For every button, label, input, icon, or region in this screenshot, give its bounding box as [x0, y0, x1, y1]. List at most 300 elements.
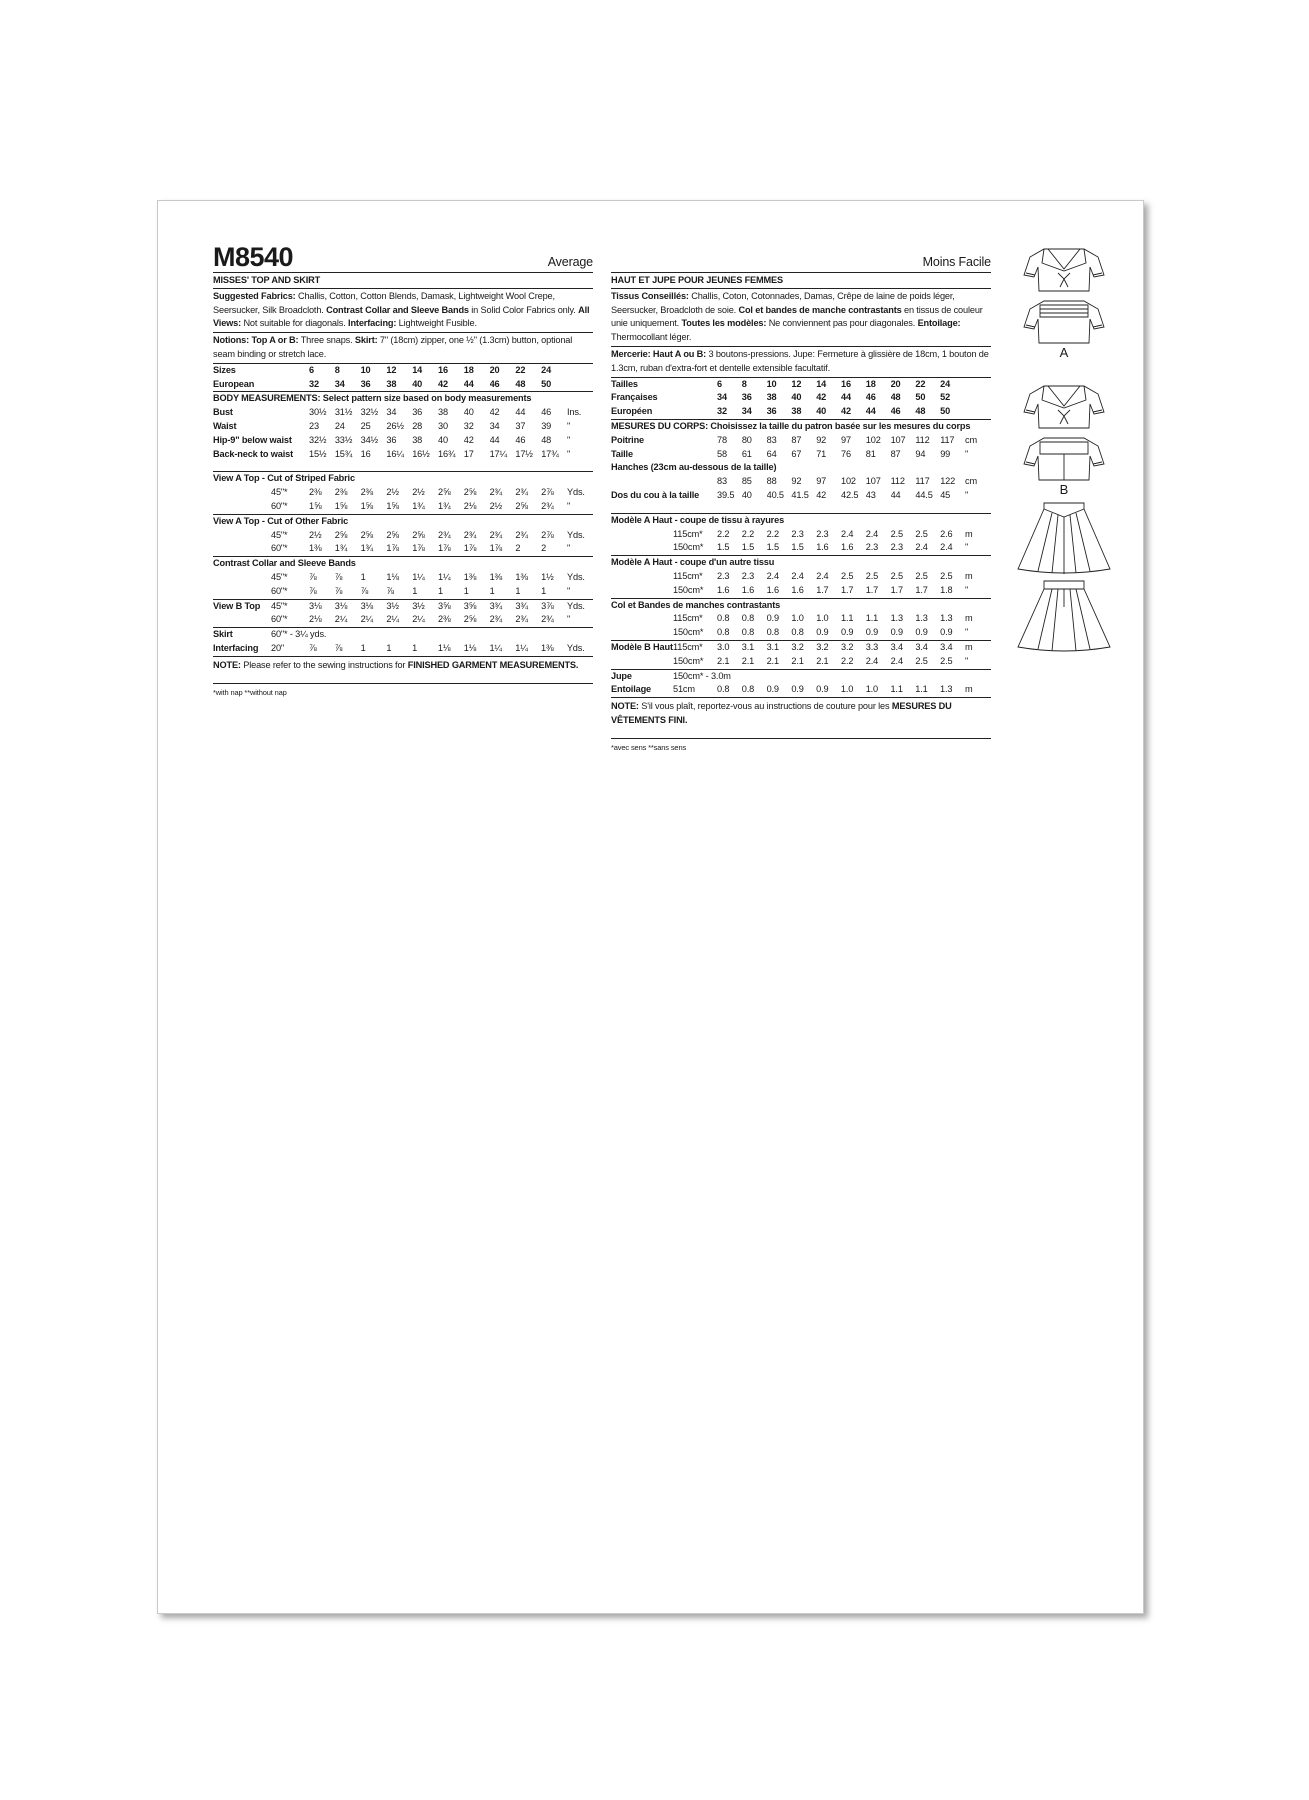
row-width [673, 405, 717, 419]
row-width: 60"* [271, 543, 288, 554]
cell-value: 2⅜ [360, 487, 374, 498]
row-width [673, 391, 717, 405]
row-unit: Ins. [567, 407, 582, 418]
cell-value: 0.9 [791, 684, 804, 695]
cell-value: 1.6 [741, 584, 755, 595]
cell-value: 6 [309, 364, 314, 375]
french-header [611, 246, 991, 273]
cell-value: 48 [515, 378, 526, 389]
body-heading: BODY MEASUREMENTS: Select pattern size based on body measurements [213, 393, 532, 404]
table-row [213, 448, 593, 462]
cell-value: 17 [463, 448, 474, 459]
cell-value: 2.5 [915, 528, 928, 539]
row-label [611, 584, 673, 598]
table-row [213, 529, 593, 543]
note-bold: MESURES DU VÊTEMENTS FINI. [611, 701, 952, 725]
cell-value: 2¾ [515, 529, 528, 540]
fabrics-text: Challis, Coton, Cotonnades, Damas, Crêpe de laine de poids léger, Seersucker, Broadcloth de soie. [611, 290, 955, 315]
cell-value: 2¼ [386, 614, 399, 625]
yardage-table [213, 486, 593, 514]
cell-value: 16 [840, 378, 851, 389]
sizes-table [611, 378, 991, 419]
cell-value: 83 [717, 476, 727, 487]
row-label: Interfacing [213, 642, 259, 653]
yardage-table [611, 570, 991, 598]
view-a-front-illustration [1014, 245, 1114, 293]
cell-value: 39.5 [717, 489, 735, 500]
cell-value: 1.6 [840, 542, 854, 553]
yardage-heading: Modèle A Haut - coupe de tissu à rayures [611, 514, 785, 525]
cell-value: 2.5 [890, 528, 903, 539]
cell-value: 10 [766, 378, 777, 389]
cell-value: 1.7 [865, 584, 879, 595]
cell-value: 40 [816, 406, 827, 417]
table-row [213, 628, 593, 642]
row-label: Hip-9" below waist [213, 434, 292, 445]
cell-value: 24 [940, 378, 951, 389]
table-row [611, 461, 991, 475]
cell-value: 15½ [309, 448, 327, 459]
cell-value: 31½ [334, 407, 353, 418]
row-width: 45"* [271, 487, 288, 498]
cell-value: 92 [816, 434, 827, 445]
cell-value: 1¼ [437, 571, 451, 582]
row-label: European [213, 378, 255, 389]
cell-value: 22 [515, 364, 526, 375]
cell-value: 94 [915, 448, 926, 459]
row-width: 115cm* [673, 641, 703, 652]
cell-value: 97 [841, 434, 851, 445]
note-lead: NOTE: [213, 659, 241, 670]
notions-text: 3 boutons-pressions. Jupe: Fermeture à glissière de 18cm, 1 bouton de 1.3cm, ruban d'extra-fort et dentelle extensible facultatif. [611, 348, 989, 373]
cell-value: 1.6 [816, 542, 829, 553]
row-unit [567, 364, 593, 378]
cell-value: 1⅝ [386, 500, 399, 511]
french-size-tables [611, 378, 991, 699]
view-a-back-illustration [1014, 297, 1114, 345]
row-unit: " [567, 420, 571, 431]
cell-value: 1.5 [766, 542, 779, 553]
cell-value: 2.5 [840, 570, 854, 581]
cell-value: 14 [412, 364, 423, 375]
cell-value: 36 [412, 407, 423, 418]
yardage-table [611, 641, 991, 669]
cell-value: 3.0 [717, 641, 730, 652]
row-label [213, 500, 271, 514]
row-unit: " [965, 542, 969, 553]
cell-value: 112 [915, 434, 930, 445]
row-unit: m [965, 641, 973, 652]
cell-value: 58 [717, 448, 727, 459]
cell-value: 1⅜ [309, 543, 322, 554]
row-unit: " [965, 655, 969, 666]
cell-value: 39 [541, 420, 552, 431]
cell-value: 2½ [412, 487, 425, 498]
cell-value: 46 [541, 407, 552, 418]
cell-value: 38 [386, 378, 397, 389]
cell-value: 0.9 [890, 627, 903, 638]
cell-value: 44 [840, 392, 851, 403]
row-unit: " [567, 448, 571, 459]
english-header [213, 242, 593, 273]
cell-value: 1⅜ [489, 571, 503, 582]
table-row [611, 405, 991, 419]
cell-value: ⅞ [309, 585, 317, 596]
row-width: 60"* [271, 614, 288, 625]
cell-value: 3.2 [840, 641, 854, 652]
cell-value: 33½ [334, 434, 353, 445]
cell-value: 2.4 [865, 655, 879, 666]
cell-value: 67 [791, 448, 802, 459]
row-label: Poitrine [611, 434, 645, 445]
table-row [611, 448, 991, 462]
cell-value: 0.8 [741, 613, 755, 624]
cell-value: 42 [437, 378, 448, 389]
cell-value: 44 [489, 434, 500, 445]
cell-value: 117 [915, 476, 930, 487]
cell-value: 1⅞ [437, 543, 451, 554]
cell-value: 3.2 [791, 641, 804, 652]
cell-value: 44 [463, 378, 474, 389]
difficulty-level: Average [547, 255, 593, 269]
table-row [611, 641, 991, 655]
cell-value: 1⅝ [309, 500, 322, 511]
row-unit: " [965, 489, 969, 500]
row-unit: " [567, 614, 571, 625]
yardage-section [213, 515, 593, 557]
cell-value: 2⅞ [541, 529, 554, 540]
cell-value: 1.7 [840, 584, 854, 595]
row-label [213, 585, 271, 599]
row-width: 45"* [271, 571, 288, 582]
row-label: Back-neck to waist [213, 448, 294, 459]
cell-value: 44 [890, 489, 901, 500]
cell-value: 1⅜ [515, 571, 528, 582]
cell-value: 99 [940, 448, 951, 459]
table-row [213, 378, 593, 392]
interfacing-text: Thermocollant léger. [611, 332, 692, 343]
cell-value: 24 [541, 364, 552, 375]
row-label [213, 571, 271, 585]
row-width: 150cm* [673, 584, 704, 595]
cell-value: 50 [940, 406, 951, 417]
cell-value: 44 [865, 406, 876, 417]
cell-value: 20 [890, 378, 901, 389]
yardage-section [611, 514, 991, 556]
cell-value: 1.6 [791, 584, 804, 595]
cell-value: 2⅝ [386, 529, 399, 540]
cell-value: 8 [334, 364, 340, 375]
cell-value: 1⅞ [463, 543, 477, 554]
cell-value: 85 [741, 476, 752, 487]
cell-value: 46 [865, 392, 876, 403]
cell-value: 42 [840, 406, 851, 417]
table-row [611, 683, 991, 697]
row-label: Waist [213, 420, 237, 431]
table-row [611, 434, 991, 448]
cell-value: 8 [741, 378, 747, 389]
row-label: Bust [213, 407, 233, 418]
cell-value: 1.5 [741, 542, 755, 553]
cell-value: ⅞ [386, 585, 394, 596]
cell-value: ⅞ [334, 585, 343, 596]
yardage-section [611, 556, 991, 598]
cell-value: 40 [741, 489, 752, 500]
english-column [213, 242, 593, 699]
yardage-table [213, 529, 593, 557]
cell-value: 107 [865, 476, 881, 487]
cell-value: 1.1 [890, 684, 903, 695]
cell-value: 2⅝ [463, 487, 477, 498]
cell-value: 38 [766, 392, 777, 403]
cell-value: 76 [841, 448, 851, 459]
cell-value: 48 [890, 392, 901, 403]
row-label [213, 542, 271, 556]
cell-value: 1¾ [437, 500, 451, 511]
row-width: 60"* - 3¼ yds. [271, 629, 327, 640]
english-size-tables [213, 364, 593, 657]
cell-value: 42 [489, 407, 500, 418]
cell-value: 2¼ [412, 614, 425, 625]
cell-value: 40 [791, 392, 802, 403]
table-row [611, 528, 991, 542]
cell-value: 36 [360, 378, 371, 389]
cell-value: 2¾ [515, 614, 528, 625]
cell-value: 1⅛ [437, 642, 451, 653]
contrast-text: in Solid Color Fabrics only. [468, 304, 579, 315]
notions-skirt-lead: Skirt: [354, 335, 378, 346]
cell-value: 2.4 [816, 570, 829, 581]
table-row [611, 670, 991, 684]
yardage-table [611, 528, 991, 556]
cell-value: 2¼ [334, 614, 348, 625]
cell-value: 3⅛ [360, 600, 374, 611]
cell-value: 3⅛ [309, 600, 322, 611]
contrast-lead: Contrast Collar and Sleeve Bands [326, 304, 469, 315]
interfacing-lead: Entoilage: [917, 318, 961, 329]
notions-lead: Mercerie: Haut A ou B: [611, 348, 707, 359]
table-row [213, 585, 593, 599]
cell-value: 3⅝ [463, 600, 477, 611]
cell-value: 1 [412, 642, 418, 653]
cell-value: 1⅝ [334, 500, 348, 511]
yardage-section [213, 557, 593, 599]
cell-value: 46 [890, 406, 901, 417]
view-b-front-illustration [1014, 382, 1114, 430]
row-label: Taille [611, 448, 633, 459]
row-width: 150cm* [673, 542, 704, 553]
cell-value: 34 [717, 392, 727, 403]
cell-value: 2.5 [940, 655, 953, 666]
row-unit [965, 391, 991, 405]
table-row [611, 489, 991, 503]
cell-value: 2.1 [816, 655, 829, 666]
row-label [213, 613, 271, 627]
row-unit: Yds. [567, 487, 585, 498]
cell-value: 88 [766, 476, 777, 487]
cell-value: 1 [515, 585, 521, 596]
cell-value: 0.9 [816, 627, 829, 638]
yardage-table [611, 670, 991, 698]
cell-value: 22 [915, 378, 926, 389]
row-label [611, 475, 717, 489]
cell-value: 0.9 [940, 627, 953, 638]
cell-value: 78 [717, 434, 727, 445]
cell-value: 2.5 [940, 570, 953, 581]
cell-value: 83 [766, 434, 777, 445]
yardage-heading: View A Top - Cut of Other Fabric [213, 515, 349, 526]
cell-value: 2½ [309, 529, 322, 540]
cell-value: 2¾ [489, 487, 503, 498]
cell-value: 16¼ [386, 448, 404, 459]
cell-value: 1.3 [890, 613, 903, 624]
cell-value: 107 [890, 434, 906, 445]
cell-value: 1.7 [915, 584, 928, 595]
cell-value: 2.3 [717, 570, 730, 581]
row-unit [965, 405, 991, 419]
interfacing-lead: Interfacing: [348, 318, 397, 329]
cell-value: 1.7 [890, 584, 903, 595]
cell-value: 2.3 [890, 542, 903, 553]
row-label: Jupe [611, 670, 632, 681]
cell-value: 2.2 [840, 655, 854, 666]
row-label [213, 486, 271, 500]
cell-value: ⅞ [334, 642, 343, 653]
cell-value: 3.3 [865, 641, 879, 652]
cell-value: 12 [386, 364, 397, 375]
cell-value: 38 [438, 407, 448, 418]
table-row [611, 475, 991, 489]
row-width [673, 378, 717, 392]
cell-value: 45 [940, 489, 951, 500]
table-row [611, 570, 991, 584]
row-width [271, 364, 309, 378]
cell-value: 3¾ [489, 600, 503, 611]
cell-value: 1.0 [791, 613, 804, 624]
cell-value: 1⅞ [386, 543, 399, 554]
row-unit: Yds. [566, 642, 585, 653]
row-label [611, 612, 673, 626]
note-text: S'il vous plaît, reportez-vous au instructions de couture pour les [638, 701, 892, 712]
cell-value: 1.0 [865, 684, 879, 695]
cell-value: 10 [360, 364, 371, 375]
cell-value: 1.0 [816, 613, 829, 624]
cell-value: 2⅝ [412, 529, 425, 540]
cell-value: 1.3 [940, 684, 953, 695]
cell-value: 102 [841, 476, 856, 487]
cell-value: 36 [741, 392, 752, 403]
body-measurements-section [213, 392, 593, 472]
cell-value: 2⅝ [437, 487, 451, 498]
cell-value: 6 [717, 378, 722, 389]
cell-value: 1¼ [515, 642, 528, 653]
sizes-section [611, 378, 991, 420]
row-width: 45"* [271, 600, 288, 611]
table-row [213, 486, 593, 500]
cell-value: 3⅝ [437, 600, 451, 611]
cell-value: 2.2 [766, 528, 779, 539]
table-row [213, 542, 593, 556]
cell-value: 117 [940, 434, 955, 445]
cell-value: 2.4 [915, 542, 928, 553]
cell-value: 1⅜ [463, 571, 477, 582]
cell-value: 1¾ [412, 500, 425, 511]
table-row [611, 626, 991, 640]
cell-value: 2.4 [865, 528, 879, 539]
row-unit [965, 378, 991, 392]
cell-value: 1.5 [717, 542, 730, 553]
table-row [611, 612, 991, 626]
cell-value: 1¾ [360, 543, 374, 554]
row-label [611, 655, 673, 669]
cell-value: 1⅛ [463, 642, 477, 653]
cell-value: 1.6 [766, 584, 779, 595]
cell-value: 1 [360, 642, 366, 653]
cell-value: 38 [791, 406, 802, 417]
cell-value: 23 [309, 420, 319, 431]
row-label [611, 626, 673, 640]
notions-skirt-text: 7" (18cm) zipper, one ½" (1.3cm) button, optional seam binding or stretch lace. [213, 335, 573, 359]
english-footnote: *with nap **without nap [213, 687, 287, 697]
cell-value: 40.5 [766, 489, 784, 500]
cell-value: 17½ [515, 448, 533, 459]
cell-value: 12 [791, 378, 802, 389]
cell-value: 1.7 [816, 584, 829, 595]
cell-value: 80 [741, 434, 752, 445]
cell-value: 16 [360, 448, 371, 459]
english-fabrics [213, 289, 593, 333]
garment-illustrations [1014, 245, 1114, 653]
cell-value: 2⅛ [309, 614, 322, 625]
row-label: Hanches (23cm au-dessous de la taille) [611, 462, 777, 473]
yardage-section [611, 599, 991, 641]
cell-value: 42 [816, 489, 827, 500]
row-unit: cm [965, 476, 977, 487]
note-lead: NOTE: [611, 701, 639, 712]
cell-value: 3⅞ [541, 600, 554, 611]
row-width: 150cm* [673, 627, 704, 638]
cell-value: 3⅛ [334, 600, 348, 611]
cell-value: 2⅜ [309, 487, 322, 498]
row-unit: cm [965, 434, 977, 445]
cell-value: 122 [940, 476, 956, 487]
cell-value: 28 [412, 420, 423, 431]
cell-value: 2.2 [741, 528, 755, 539]
body-table [611, 434, 991, 503]
yardage-section [611, 641, 991, 670]
cell-value: 3.1 [741, 641, 755, 652]
cell-value: 2⅛ [463, 500, 477, 511]
row-label: Modèle B Haut [611, 641, 673, 652]
french-title: HAUT ET JUPE POUR JEUNES FEMMES [611, 273, 991, 289]
table-row [611, 541, 991, 555]
cell-value: 48 [541, 434, 552, 445]
cell-value: 64 [766, 448, 777, 459]
allviews-lead: Toutes les modèles: [681, 318, 767, 329]
cell-value: 15¾ [334, 448, 353, 459]
cell-value: 1.1 [840, 613, 854, 624]
body-heading: MESURES DU CORPS: Choisissez la taille du patron basée sur les mesures du corps [611, 420, 971, 431]
yardage-table [213, 600, 593, 628]
cell-value: 2.3 [865, 542, 879, 553]
view-a-label: A [1059, 345, 1069, 360]
cell-value: 34 [334, 378, 345, 389]
row-label: Sizes [213, 364, 236, 375]
cell-value: 97 [816, 476, 827, 487]
cell-value: 2¾ [515, 487, 528, 498]
cell-value: 2 [541, 543, 547, 554]
cell-value: 52 [940, 392, 951, 403]
